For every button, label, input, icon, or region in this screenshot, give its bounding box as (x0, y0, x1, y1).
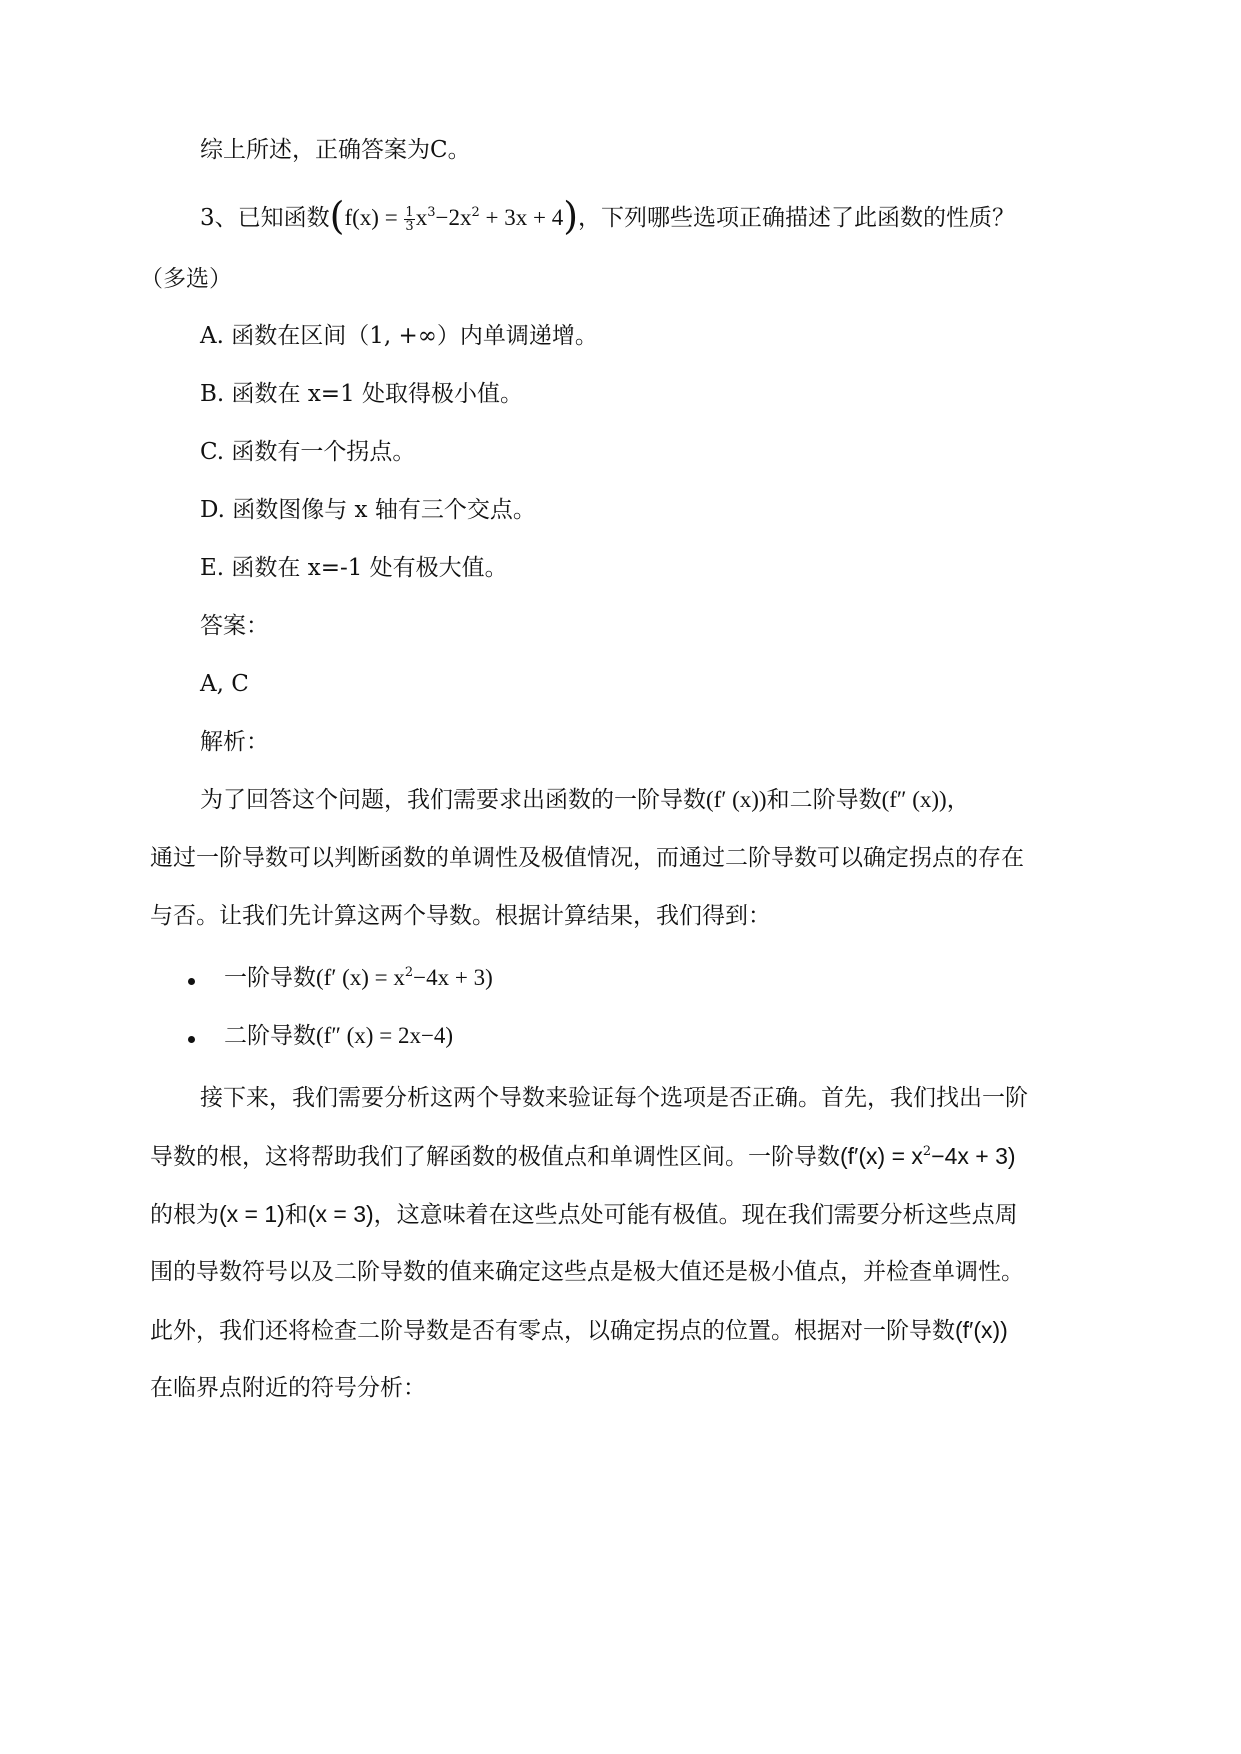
second-derivative-notation: (f″ (x)) (881, 787, 947, 812)
second-derivative-label: 二阶导数 (224, 1023, 316, 1049)
para2-line5-text: 此外，我们还将检查二阶导数是否有零点，以确定拐点的位置。根据对一阶导数 (150, 1318, 955, 1344)
question-prefix: 3、已知函数 (200, 205, 330, 231)
option-d: D. 函数图像与 x 轴有三个交点。 (200, 497, 536, 523)
para2-line5 (150, 1314, 1008, 1347)
question-line (200, 194, 1016, 238)
derivative-eq-a: (f′(x) = x (840, 1143, 923, 1169)
answer-label: 答案： (200, 613, 269, 639)
para2-line2 (150, 1140, 1016, 1173)
para1-text-a: 为了回答这个问题，我们需要求出函数的一阶导数 (200, 787, 706, 813)
exponent-2: 2 (471, 205, 480, 220)
bullet-first-derivative (224, 962, 493, 994)
para1-text-e: ， (946, 787, 970, 813)
para2-line3 (150, 1198, 1018, 1231)
open-paren: ( (329, 194, 345, 238)
bullet-dot (188, 1036, 195, 1043)
first-derivative-expr-b: −4x + 3) (413, 965, 493, 990)
second-derivative-expr: (f″ (x) = 2x−4) (316, 1023, 454, 1048)
first-derivative-ref: (f′(x)) (955, 1317, 1008, 1343)
term-2: −2x (435, 205, 472, 230)
roots-text-e: ，这意味着在这些点处可能有极值。现在我们需要分析这些点周 (373, 1202, 1018, 1228)
fraction-numerator: 1 (405, 204, 414, 220)
first-derivative-notation: (f′ (x)) (706, 787, 767, 812)
option-a: A. 函数在区间（1, +∞）内单调递增。 (200, 323, 598, 349)
para2-text-a: 导数的根，这将帮助我们了解函数的极值点和单调性区间。一阶导数 (150, 1144, 840, 1170)
analysis-label: 解析： (200, 729, 269, 755)
root-2: (x = 3) (307, 1201, 374, 1227)
exponent-3: 3 (427, 205, 436, 220)
bullet-dot (188, 978, 195, 985)
root-1: (x = 1) (219, 1201, 285, 1227)
remaining-terms: + 3x + 4 (479, 205, 564, 230)
roots-and: 和 (284, 1202, 308, 1228)
option-c: C. 函数有一个拐点。 (200, 439, 416, 465)
fraction-denominator: 3 (405, 218, 414, 234)
roots-text-a: 的根为 (150, 1202, 219, 1228)
x-term: x (415, 205, 428, 230)
first-derivative-exponent: 2 (404, 965, 414, 980)
multi-select-note: （多选） (140, 266, 232, 292)
option-e: E. 函数在 x=-1 处有极大值。 (200, 555, 508, 581)
f-of-x: f(x) = (344, 205, 404, 230)
para1-line1 (200, 784, 970, 816)
question-suffix: ，下列哪些选项正确描述了此函数的性质？ (578, 205, 1016, 231)
para2-line6: 在临界点附近的符号分析： (150, 1375, 426, 1401)
first-derivative-label: 一阶导数 (224, 965, 316, 991)
option-b: B. 函数在 x=1 处取得极小值。 (200, 381, 524, 407)
derivative-eq-exponent: 2 (922, 1144, 932, 1159)
fraction (404, 206, 414, 233)
close-paren: ) (563, 194, 579, 238)
para1-line2: 通过一阶导数可以判断函数的单调性及极值情况，而通过二阶导数可以确定拐点的存在 (150, 845, 1024, 871)
para2-line4: 围的导数符号以及二阶导数的值来确定这些点是极大值还是极小值点，并检查单调性。 (150, 1259, 1024, 1285)
para1-text-c: 和二阶导数 (766, 787, 882, 813)
bullet-second-derivative (224, 1020, 453, 1052)
derivative-eq-b: −4x + 3) (931, 1143, 1016, 1169)
para1-line3: 与否。让我们先计算这两个导数。根据计算结果，我们得到： (150, 903, 771, 929)
first-derivative-expr-a: (f′ (x) = x (316, 965, 405, 990)
para2-line1: 接下来，我们需要分析这两个导数来验证每个选项是否正确。首先，我们找出一阶 (200, 1085, 1028, 1111)
conclusion-line: 综上所述，正确答案为C。 (200, 137, 471, 163)
answer-value: A, C (200, 671, 249, 697)
